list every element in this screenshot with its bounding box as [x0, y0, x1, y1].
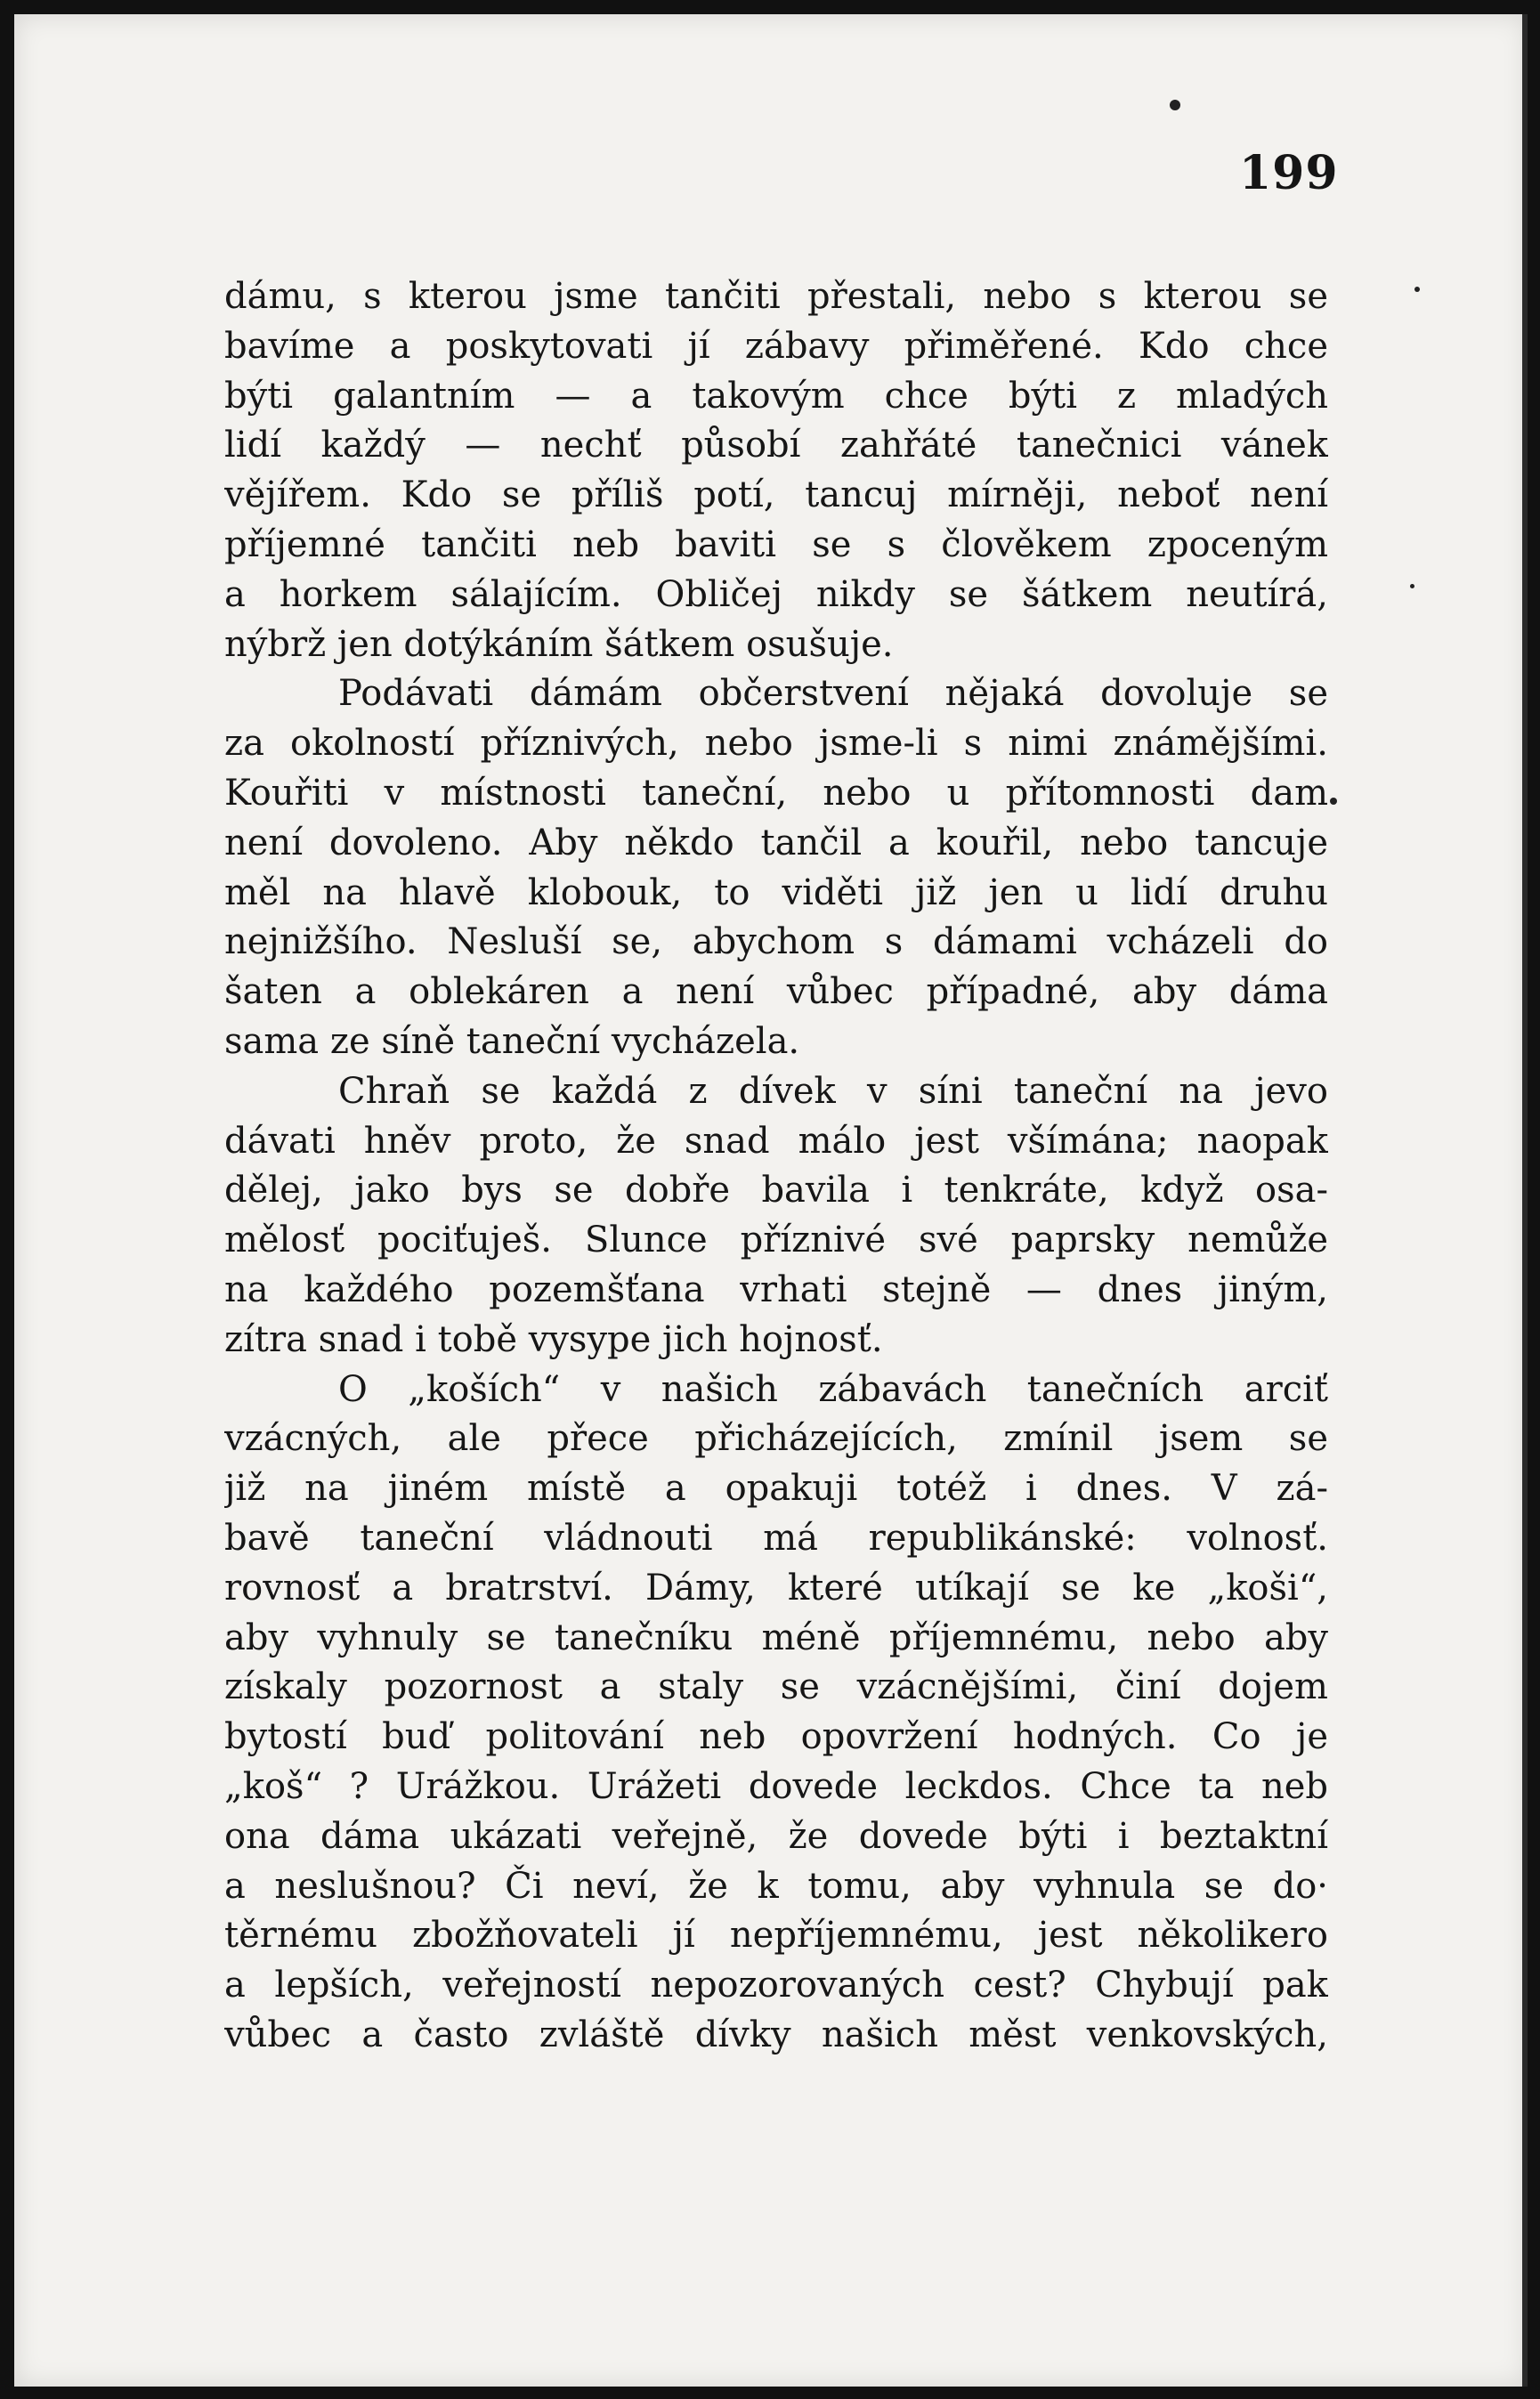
text-line: sama ze síně taneční vycházela.	[224, 1020, 800, 1062]
text-line: těrnému zbožňovateli jí nepříjemnému, jest několikero	[224, 1915, 1328, 1957]
text-line: a horkem sálajícím. Obličej nikdy se šátkem neutírá,	[224, 573, 1328, 615]
text-line: dělej, jako bys se dobře bavila i tenkráte, když osa-	[224, 1170, 1328, 1212]
text-line: na každého pozemšťana vrhati stejně — dnes jiným,	[224, 1268, 1328, 1310]
text-line: vůbec a často zvláště dívky našich měst venkovských,	[224, 2014, 1328, 2055]
book-page	[14, 14, 1528, 2387]
text-line: získaly pozornost a staly se vzácnějšími, činí dojem	[224, 1666, 1328, 1708]
paragraph	[224, 669, 1328, 1066]
text-line: Kouřiti v místnosti taneční, nebo u přítomnosti dam	[224, 772, 1328, 814]
text-line: bavíme a poskytovati jí zábavy přiměřené. Kdo chce	[224, 325, 1328, 367]
text-line: Podávati dámám občerstvení nějaká dovoluje se	[338, 673, 1328, 715]
page-edge	[1522, 14, 1528, 2387]
text-line: býti galantním — a takovým chce býti z mladých	[224, 375, 1328, 417]
ink-speck	[1414, 287, 1420, 292]
text-line: šaten a oblekáren a není vůbec případné, aby dáma	[224, 971, 1328, 1013]
text-line: Chraň se každá z dívek v síni taneční na jevo	[338, 1070, 1328, 1112]
body-text	[224, 272, 1328, 2061]
text-line: nejnižšího. Nesluší se, abychom s dámami vcházeli do	[224, 921, 1328, 963]
text-line: bytostí buď politování neb opovržení hodných. Co je	[224, 1716, 1328, 1758]
text-line: O „koších“ v našich zábavách tanečních arciť	[338, 1368, 1328, 1410]
ink-speck	[1170, 100, 1180, 110]
text-line: mělosť pociťuješ. Slunce příznivé své paprsky nemůže	[224, 1220, 1328, 1261]
text-line: nýbrž jen dotýkáním šátkem osušuje.	[224, 623, 894, 665]
text-line: dámu, s kterou jsme tančiti přestali, nebo s kterou se	[224, 276, 1328, 317]
paragraph	[224, 1067, 1328, 1366]
text-line: rovnosť a bratrství. Dámy, které utíkají se ke „koši“,	[224, 1567, 1328, 1609]
ink-speck	[1330, 798, 1337, 805]
text-line: měl na hlavě klobouk, to viděti již jen u lidí druhu	[224, 871, 1328, 913]
text-line: vzácných, ale přece přicházejících, zmínil jsem se	[224, 1418, 1328, 1460]
text-line: není dovoleno. Aby někdo tančil a kouřil, nebo tancuje	[224, 822, 1328, 863]
text-line: již na jiném místě a opakuji totéž i dnes. V zá-	[224, 1468, 1328, 1510]
text-line: aby vyhnuly se tanečníku méně příjemnému, nebo aby	[224, 1617, 1328, 1658]
paragraph	[224, 272, 1328, 669]
paragraph	[224, 1366, 1328, 2061]
text-line: „koš“ ? Urážkou. Urážeti dovede leckdos. Chce ta neb	[224, 1765, 1328, 1807]
text-line: lidí každý — nechť působí zahřáté tanečnici vánek	[224, 425, 1328, 466]
text-line: a neslušnou? Či neví, že k tomu, aby vyhnula se do·	[224, 1865, 1328, 1907]
text-line: zítra snad i tobě vysype jich hojnosť.	[224, 1318, 883, 1360]
text-line: a lepších, veřejností nepozorovaných cest? Chybují pak	[224, 1965, 1328, 2006]
text-line: ona dáma ukázati veřejně, že dovede býti i beztaktní	[224, 1815, 1328, 1857]
ink-speck	[1410, 584, 1414, 588]
page-number: 199	[1239, 146, 1339, 200]
text-line: dávati hněv proto, že snad málo jest všímána; naopak	[224, 1120, 1328, 1162]
text-line: vějířem. Kdo se příliš potí, tancuj mírněji, neboť není	[224, 474, 1328, 516]
text-line: bavě taneční vládnouti má republikánské: volnosť.	[224, 1517, 1328, 1559]
text-line: za okolností příznivých, nebo jsme-li s nimi známějšími.	[224, 723, 1328, 765]
text-line: příjemné tančiti neb baviti se s člověkem zpoceným	[224, 523, 1328, 565]
